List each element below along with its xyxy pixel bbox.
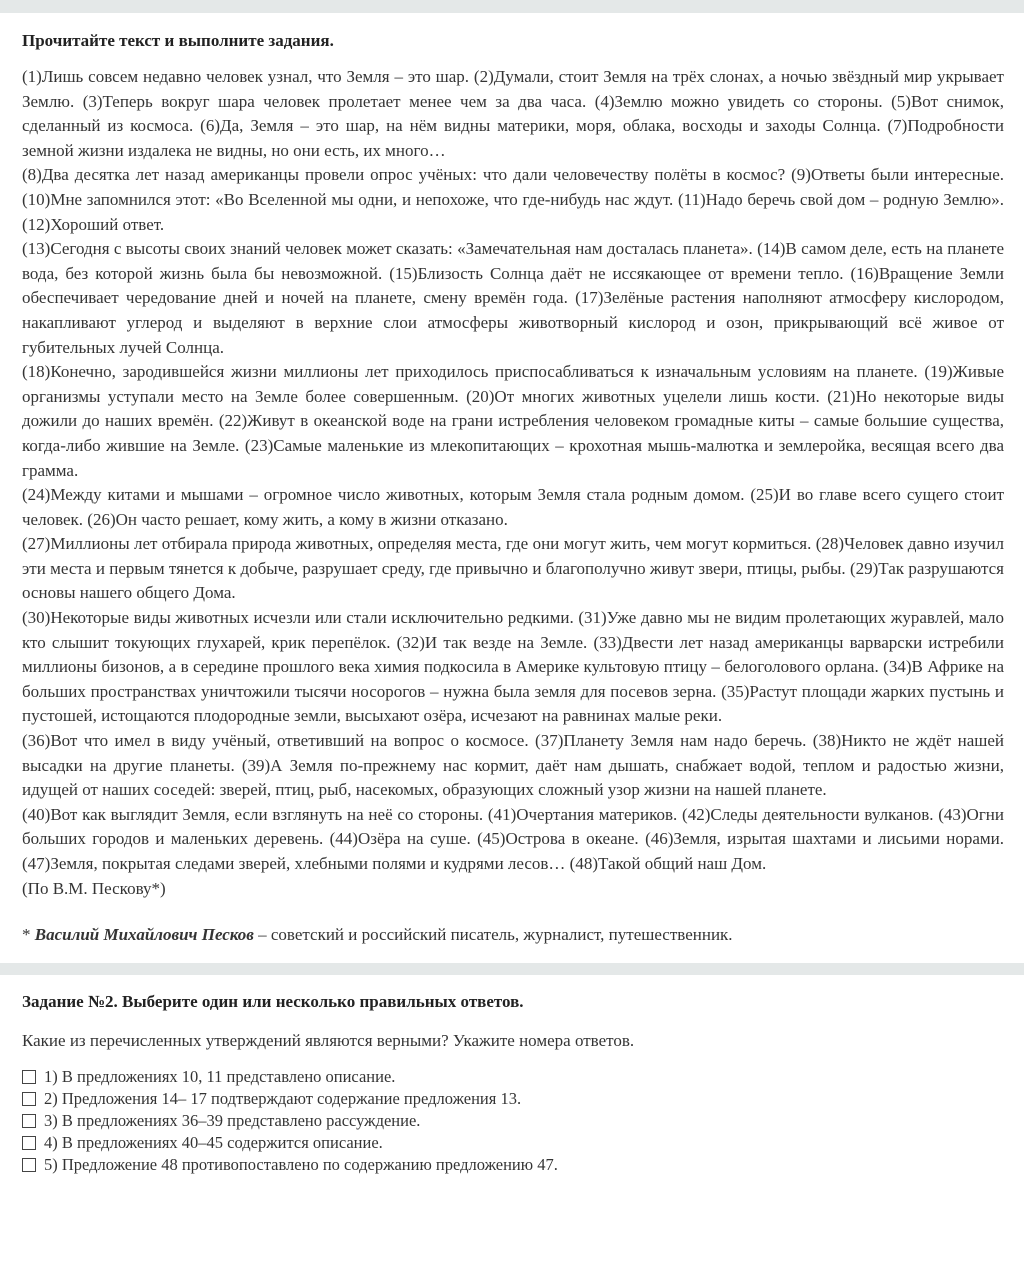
text-paragraph-3: (13)Сегодня с высоты своих знаний человек может сказать: «Замечательная нам досталась планета». (14)В самом деле, есть на планете вода, без которой жизнь была бы невозможной. (15)Близость Солнца даёт не иссякающее от времени тепло. (16)Вращение Земли обеспечивает чередование дней и ночей на планете, смену времён года. (17)Зелёные растения наполняют атмосферу кислородом, накапливают углерод и выделяют в верхние слои атмосферы животворный кислород и озон, прикрывающий всё живое от губительных лучей Солнца. xyxy=(22,239,1004,357)
reading-section xyxy=(0,29,1024,948)
answer-option-5-label: 5) Предложение 48 противопоставлено по содержанию предложению 47. xyxy=(44,1155,558,1175)
task-question: Какие из перечисленных утверждений являются верными? Укажите номера ответов. xyxy=(22,1030,635,1050)
section-divider-bar xyxy=(0,963,1024,975)
answer-option-2-label: 2) Предложения 14– 17 подтверждают содержание предложения 13. xyxy=(44,1089,522,1109)
reading-text xyxy=(22,65,1004,901)
answer-option-3[interactable] xyxy=(22,1110,1004,1132)
task-section xyxy=(0,990,1024,1177)
footnote-author-description: – советский и российский писатель, журналист, путешественник. xyxy=(253,925,733,945)
checkbox-option-1[interactable] xyxy=(22,1070,36,1084)
checkbox-option-4[interactable] xyxy=(22,1136,36,1150)
answer-option-5[interactable] xyxy=(22,1154,1004,1176)
text-paragraph-9: (40)Вот как выглядит Земля, если взглянуть на неё со стороны. (41)Очертания материков. (42)Следы деятельности вулканов. (43)Огни больших городов и маленьких деревень. (44)Озёра на суше. (45)Острова в океане. (46)Земля, изрытая шахтами и лисьими норами. (47)Земля, покрытая следами зверей, хлебными полями и кудрями лесов… (48)Такой общий наш Дом. xyxy=(22,804,1004,873)
text-paragraph-1: (1)Лишь совсем недавно человек узнал, что Земля – это шар. (2)Думали, стоит Земля на трёх слонах, а ночью звёздный мир укрывает Землю. (3)Теперь вокруг шара человек пролетает менее чем за два часа. (4)Землю можно увидеть со стороны. (5)Вот снимок, сделанный из космоса. (6)Да, Земля – это шар, на нём видны материки, моря, облака, восходы и заходы Солнца. (7)Подробности земной жизни издалека не видны, но они есть, их много… xyxy=(22,67,1004,160)
answer-option-4-label: 4) В предложениях 40–45 содержится описание. xyxy=(44,1133,383,1153)
answer-options-list xyxy=(22,1066,1004,1176)
answer-option-3-label: 3) В предложениях 36–39 представлено рассуждение. xyxy=(44,1111,421,1131)
checkbox-option-3[interactable] xyxy=(22,1114,36,1128)
task-heading: Задание №2. Выберите один или несколько правильных ответов. xyxy=(22,991,524,1011)
answer-option-2[interactable] xyxy=(22,1088,1004,1110)
page-title: Прочитайте текст и выполните задания. xyxy=(22,31,334,50)
answer-option-1-label: 1) В предложениях 10, 11 представлено описание. xyxy=(44,1067,396,1087)
checkbox-option-5[interactable] xyxy=(22,1158,36,1172)
text-paragraph-8: (36)Вот что имел в виду учёный, ответивший на вопрос о космосе. (37)Планету Земля нам надо беречь. (38)Никто не ждёт нашей высадки на другие планеты. (39)А Земля по-прежнему нас кормит, даёт нам дышать, снабжает водой, теплом и радостью жизни, идущей от наших соседей: зверей, птиц, рыб, насекомых, образующих сложный узор жизни на нашей планете. xyxy=(22,731,1004,800)
text-attribution: (По В.М. Пескову*) xyxy=(22,878,166,898)
text-paragraph-5: (24)Между китами и мышами – огромное число животных, которым Земля стала родным домом. (25)И во главе всего сущего стоит человек. (26)Он часто решает, кому жить, а кому в жизни отказано. xyxy=(22,485,1004,529)
author-footnote xyxy=(22,923,1004,948)
answer-option-4[interactable] xyxy=(22,1132,1004,1154)
footnote-author-name: Василий Михайлович Песков xyxy=(34,925,254,945)
text-paragraph-6: (27)Миллионы лет отбирала природа животных, определяя места, где они могут жить, чем могут кормиться. (28)Человек давно изучил эти места и первым тянется к добыче, разрушает среду, где привычно и благополучно живут звери, птицы, рыбы. (29)Так разрушаются основы нашего общего Дома. xyxy=(22,534,1004,603)
answer-option-1[interactable] xyxy=(22,1066,1004,1088)
text-paragraph-4: (18)Конечно, зародившейся жизни миллионы лет приходилось приспосабливаться к изначальным условиям на планете. (19)Живые организмы уступали место на Земле более совершенным. (20)От многих животных уцелели лишь кости. (21)Но некоторые виды дожили до наших времён. (22)Живут в океанской воде на грани истребления человеком громадные киты – самые большие существа, когда-либо жившие на Земле. (23)Самые маленькие из млекопитающих – крохотная мышь-малютка и землеройка, весящая всего два грамма. xyxy=(22,362,1004,480)
text-paragraph-2: (8)Два десятка лет назад американцы провели опрос учёных: что дали человечеству полёты в космос? (9)Ответы были интересные. (10)Мне запомнился этот: «Во Вселенной мы одни, и непохоже, что где-нибудь нас ждут. (11)Надо беречь свой дом – родную Землю». (12)Хороший ответ. xyxy=(22,165,1004,234)
checkbox-option-2[interactable] xyxy=(22,1092,36,1106)
top-divider-bar xyxy=(0,0,1024,13)
text-paragraph-7: (30)Некоторые виды животных исчезли или стали исключительно редкими. (31)Уже давно мы не видим пролетающих журавлей, мало кто слышит токующих глухарей, крик перепёлок. (32)И так везде на Земле. (33)Двести лет назад американцы варварски истребили миллионы бизонов, а в середине прошлого века химия подкосила в Америке культовую птицу – белоголового орлана. (34)В Африке на больших пространствах уничтожили тысячи носорогов – нужна была земля для посевов зерна. (35)Растут площади жарких пустынь и пустошей, истощаются плодородные земли, высыхают озёра, исчезают на равнинах малые реки. xyxy=(22,608,1004,726)
footnote-marker: * xyxy=(22,925,35,945)
